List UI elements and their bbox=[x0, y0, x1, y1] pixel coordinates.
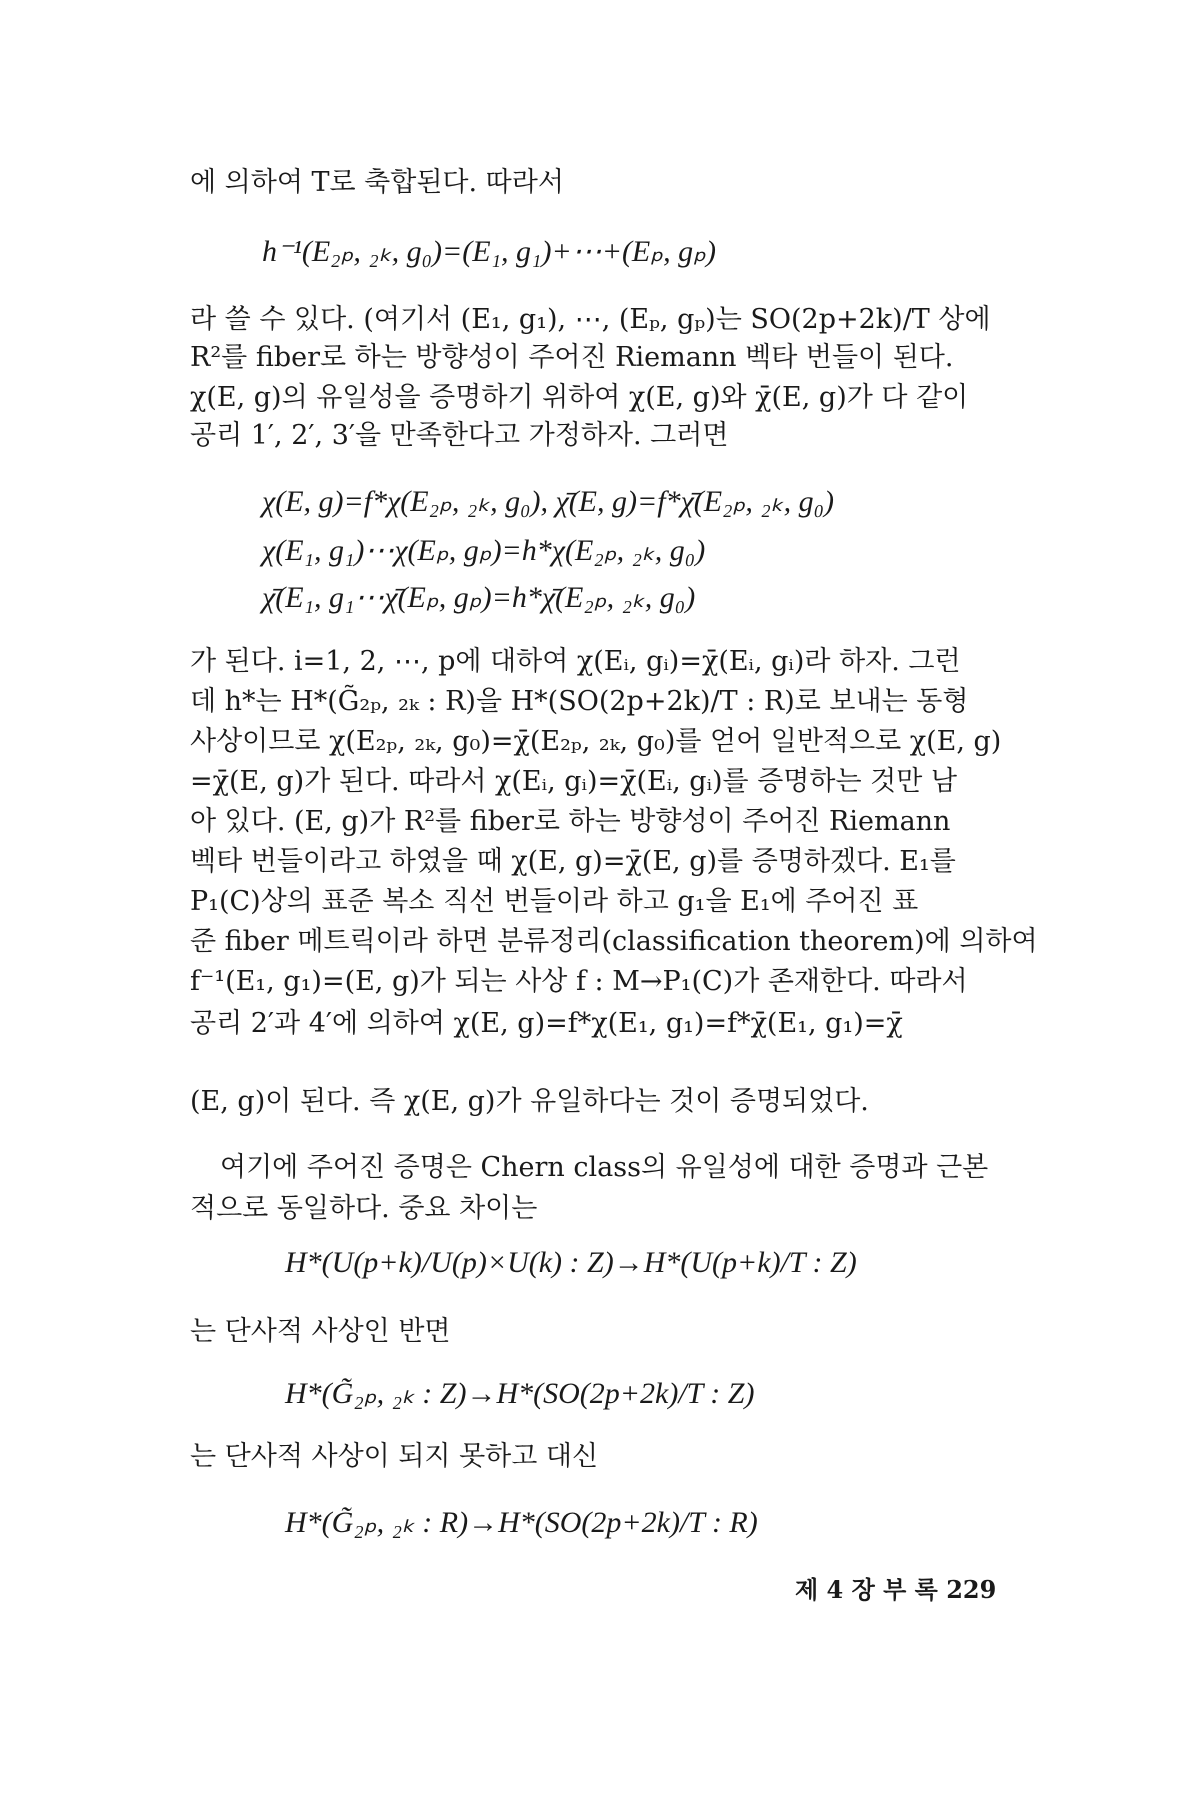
text-line: 준 fiber 메트릭이라 하면 분류정리(classification theorem)에 의하여 bbox=[190, 926, 1038, 957]
text-line: P₁(C)상의 표준 복소 직선 번들이라 하고 g₁을 E₁에 주어진 표 bbox=[190, 886, 919, 917]
text-line: 사상이므로 χ(E₂ₚ, ₂ₖ, g₀)=χ̄(E₂ₚ, ₂ₖ, g₀)를 얻어 일반적으로 χ(E, g) bbox=[190, 726, 1002, 757]
text-line: 가 된다. i=1, 2, ⋯, p에 대하여 χ(Eᵢ, gᵢ)=χ̄(Eᵢ, gᵢ)라 하자. 그런 bbox=[190, 646, 961, 677]
text-line: 에 의하여 T로 축합된다. 따라서 bbox=[190, 167, 564, 198]
page-footer: 제 4 장 부 록 229 bbox=[795, 1575, 997, 1604]
formula-line: h⁻¹(E₂ₚ, ₂ₖ, g₀)=(E₁, g₁)+⋯+(Eₚ, gₚ) bbox=[262, 235, 716, 268]
text-line: 라 쓸 수 있다. (여기서 (E₁, g₁), ⋯, (Eₚ, gₚ)는 SO(2p+2k)/T 상에 bbox=[190, 304, 991, 335]
text-line: =χ̄(E, g)가 된다. 따라서 χ(Eᵢ, gᵢ)=χ̄(Eᵢ, gᵢ)를 증명하는 것만 남 bbox=[190, 766, 957, 797]
text-line: f⁻¹(E₁, g₁)=(E, g)가 되는 사상 f : M→P₁(C)가 존재한다. 따라서 bbox=[190, 966, 968, 997]
text-line: 공리 2′과 4′에 의하여 χ(E, g)=f*χ(E₁, g₁)=f*χ̄(E₁, g₁)=χ̄ bbox=[190, 1008, 903, 1039]
formula-line: H*(G̃₂ₚ, ₂ₖ : Z)→H*(SO(2p+2k)/T : Z) bbox=[285, 1377, 755, 1410]
text-line: 적으로 동일하다. 중요 차이는 bbox=[190, 1193, 538, 1224]
formula-line: χ̄(E₁, g₁⋯χ̄(Eₚ, gₚ)=h*χ̄(E₂ₚ, ₂ₖ, g₀) bbox=[262, 581, 696, 614]
text-line: R²를 fiber로 하는 방향성이 주어진 Riemann 벡타 번들이 된다. bbox=[190, 342, 954, 373]
text-line: 데 h*는 H*(G̃₂ₚ, ₂ₖ : R)을 H*(SO(2p+2k)/T : R)로 보내는 동형 bbox=[190, 686, 969, 717]
text-line: 는 단사적 사상이 되지 못하고 대신 bbox=[190, 1441, 599, 1472]
formula-line: χ(E, g)=f*χ(E₂ₚ, ₂ₖ, g₀), χ̄(E, g)=f*χ̄(E₂ₚ, ₂ₖ, g₀) bbox=[262, 485, 834, 518]
text-line: 여기에 주어진 증명은 Chern class의 유일성에 대한 증명과 근본 bbox=[220, 1152, 989, 1183]
formula-line: H*(G̃₂ₚ, ₂ₖ : R)→H*(SO(2p+2k)/T : R) bbox=[285, 1506, 758, 1539]
text-line: 아 있다. (E, g)가 R²를 fiber로 하는 방향성이 주어진 Riemann bbox=[190, 806, 951, 837]
text-line: 공리 1′, 2′, 3′을 만족한다고 가정하자. 그러면 bbox=[190, 420, 729, 451]
text-line: (E, g)이 된다. 즉 χ(E, g)가 유일하다는 것이 증명되었다. bbox=[190, 1086, 869, 1117]
text-line: 는 단사적 사상인 반면 bbox=[190, 1316, 451, 1347]
formula-line: H*(U(p+k)/U(p)×U(k) : Z)→H*(U(p+k)/T : Z) bbox=[285, 1246, 857, 1279]
formula-line: χ(E₁, g₁)⋯χ(Eₚ, gₚ)=h*χ(E₂ₚ, ₂ₖ, g₀) bbox=[262, 534, 706, 567]
text-line: 벡타 번들이라고 하였을 때 χ(E, g)=χ̄(E, g)를 증명하겠다. E₁를 bbox=[190, 846, 956, 877]
text-line: χ(E, g)의 유일성을 증명하기 위하여 χ(E, g)와 χ̄(E, g)가 다 같이 bbox=[190, 382, 969, 413]
